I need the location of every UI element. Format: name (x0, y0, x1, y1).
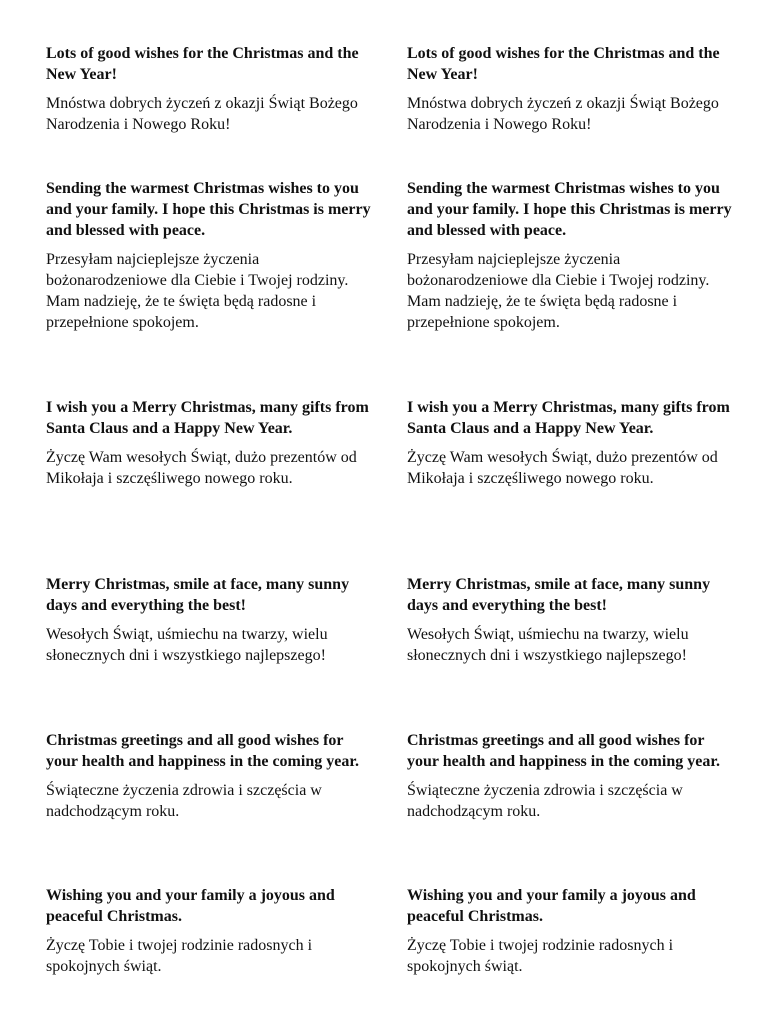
greeting-card (46, 397, 376, 489)
english-greeting: Lots of good wishes for the Christmas and the New Year! (46, 45, 359, 83)
greeting-card (407, 574, 737, 666)
polish-greeting: Wesołych Świąt, uśmiechu na twarzy, wielu słonecznych dni i wszystkiego najlepszego! (46, 626, 328, 664)
english-greeting: Sending the warmest Christmas wishes to you and your family. I hope this Christmas is merry and blessed with peace. (46, 180, 371, 239)
greeting-card (46, 574, 376, 666)
polish-greeting: Wesołych Świąt, uśmiechu na twarzy, wielu słonecznych dni i wszystkiego najlepszego! (407, 626, 689, 664)
english-greeting: Sending the warmest Christmas wishes to you and your family. I hope this Christmas is merry and blessed with peace. (407, 180, 732, 239)
polish-greeting: Życzę Wam wesołych Świąt, dużo prezentów od Mikołaja i szczęśliwego nowego roku. (46, 449, 357, 487)
polish-greeting: Przesyłam najcieplejsze życzenia bożonarodzeniowe dla Ciebie i Twojej rodziny. Mam nadzieję, że te święta będą radosne i przepełnione spokojem. (407, 251, 710, 331)
polish-greeting: Życzę Wam wesołych Świąt, dużo prezentów od Mikołaja i szczęśliwego nowego roku. (407, 449, 718, 487)
greeting-card (407, 885, 737, 977)
greeting-card (407, 397, 737, 489)
greeting-card (46, 43, 376, 135)
polish-greeting: Przesyłam najcieplejsze życzenia bożonarodzeniowe dla Ciebie i Twojej rodziny. Mam nadzieję, że te święta będą radosne i przepełnione spokojem. (46, 251, 349, 331)
english-greeting: Christmas greetings and all good wishes for your health and happiness in the coming year. (46, 732, 359, 770)
english-greeting: Wishing you and your family a joyous and peaceful Christmas. (407, 887, 696, 925)
english-greeting: Christmas greetings and all good wishes for your health and happiness in the coming year. (407, 732, 720, 770)
english-greeting: I wish you a Merry Christmas, many gifts from Santa Claus and a Happy New Year. (407, 399, 730, 437)
greeting-card (407, 178, 737, 333)
english-greeting: Merry Christmas, smile at face, many sunny days and everything the best! (407, 576, 711, 614)
greeting-card (46, 730, 376, 822)
polish-greeting: Życzę Tobie i twojej rodzinie radosnych i spokojnych świąt. (46, 937, 313, 975)
english-greeting: I wish you a Merry Christmas, many gifts from Santa Claus and a Happy New Year. (46, 399, 369, 437)
polish-greeting: Mnóstwa dobrych życzeń z okazji Świąt Bożego Narodzenia i Nowego Roku! (46, 95, 358, 133)
polish-greeting: Świąteczne życzenia zdrowia i szczęścia w nadchodzącym roku. (46, 782, 322, 820)
english-greeting: Merry Christmas, smile at face, many sunny days and everything the best! (46, 576, 350, 614)
english-greeting: Lots of good wishes for the Christmas and the New Year! (407, 45, 720, 83)
polish-greeting: Mnóstwa dobrych życzeń z okazji Świąt Bożego Narodzenia i Nowego Roku! (407, 95, 719, 133)
polish-greeting: Świąteczne życzenia zdrowia i szczęścia w nadchodzącym roku. (407, 782, 683, 820)
polish-greeting: Życzę Tobie i twojej rodzinie radosnych i spokojnych świąt. (407, 937, 674, 975)
greeting-card (407, 43, 737, 135)
greeting-card (407, 730, 737, 822)
greeting-card (46, 178, 376, 333)
greeting-card (46, 885, 376, 977)
english-greeting: Wishing you and your family a joyous and peaceful Christmas. (46, 887, 335, 925)
